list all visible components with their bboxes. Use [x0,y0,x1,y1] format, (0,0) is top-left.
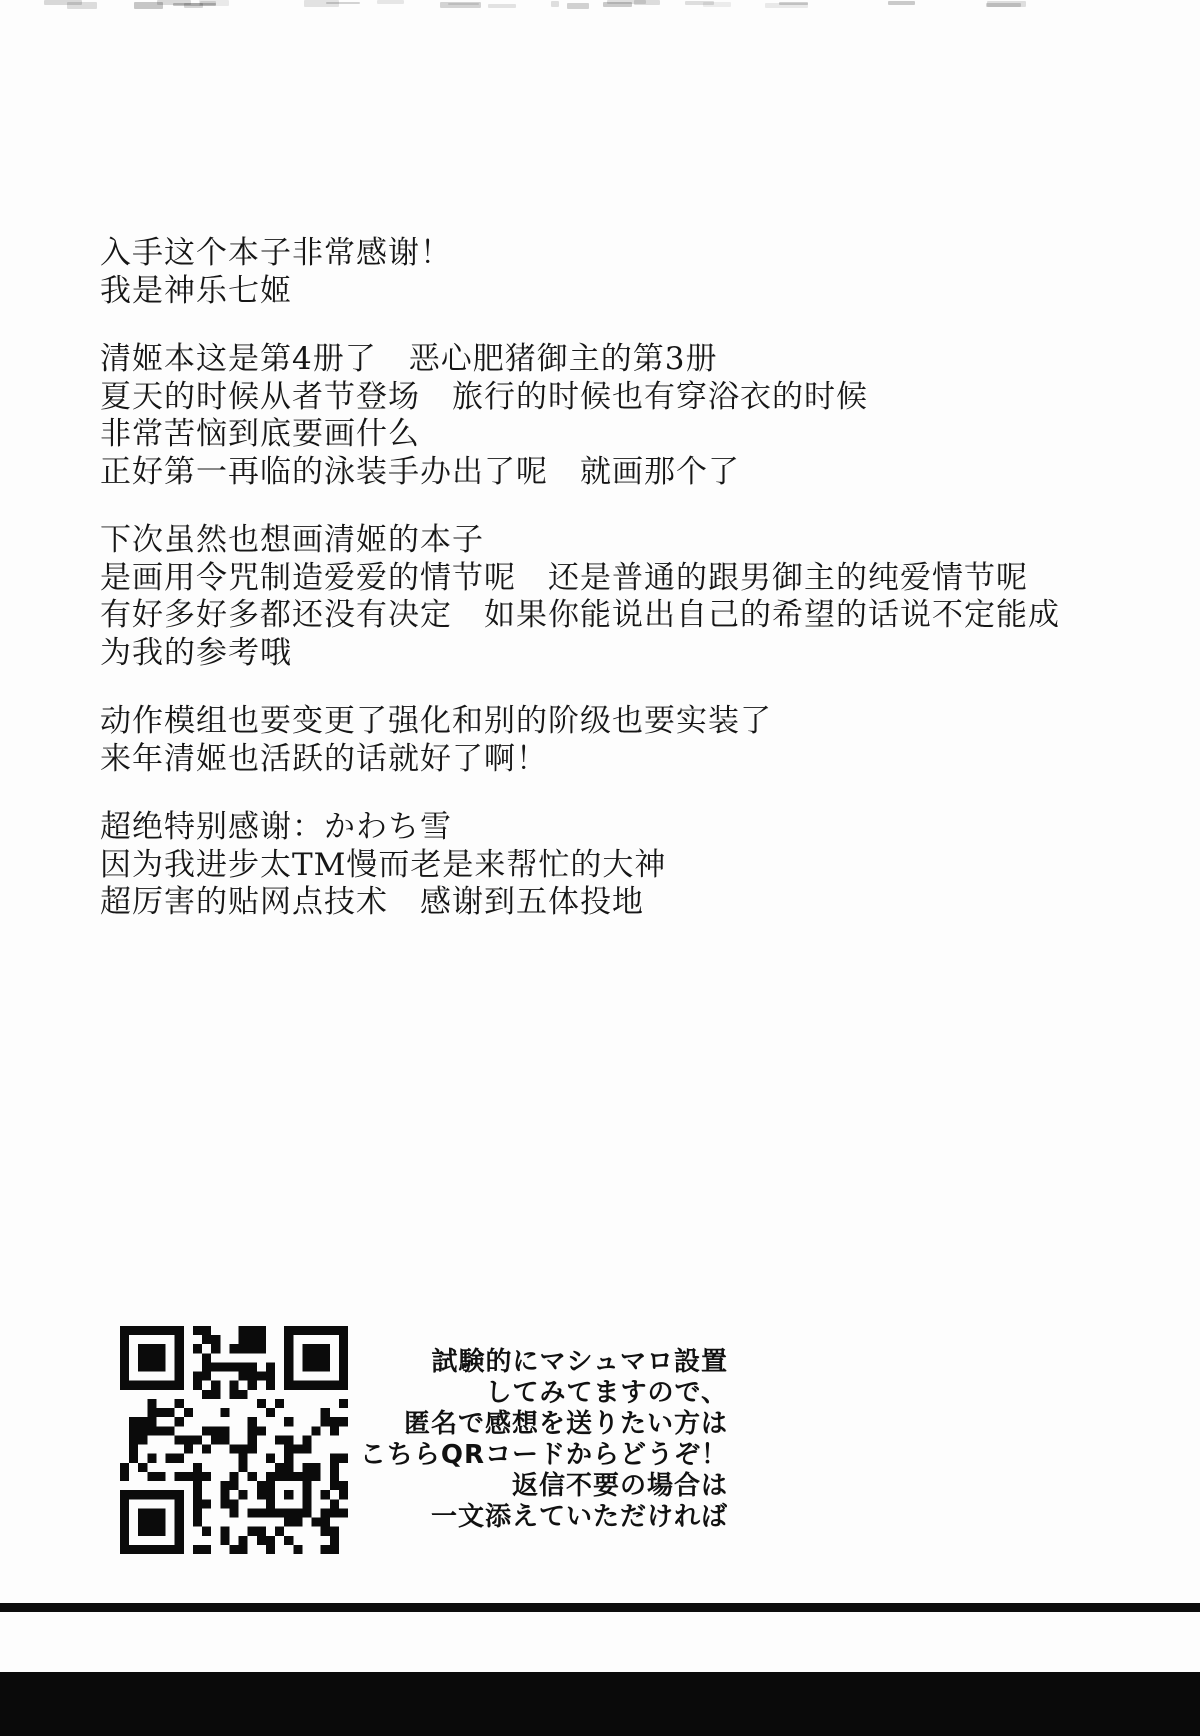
text-line: 非常苦恼到底要画什么 [100,416,420,452]
scan-artifact [779,2,809,5]
text-line: 动作模组也要变更了强化和别的阶级也要实装了 [100,703,772,739]
horizontal-rule [0,1603,1200,1612]
text-line: 有好多好多都还没有决定 如果你能说出自己的希望的话说不定能成 [100,597,1060,633]
text-line: 来年清姬也活跃的话就好了啊！ [100,740,548,777]
scan-artifact [551,1,559,7]
scan-artifact [607,0,646,4]
text-line: こちらQRコードからどうぞ！ [359,1440,728,1470]
afterword-paragraph [100,703,1160,778]
scan-artifact [173,3,216,7]
afterword-paragraph [100,341,1160,491]
text-line: 返信不要の場合は [511,1471,728,1501]
afterword-text [100,235,1160,953]
scan-artifact [67,2,97,9]
scan-artifact [488,4,516,8]
text-line: 下次虽然也想画清姬的本子 [100,522,484,558]
text-line: 匿名で感想を送りたい方は [403,1409,728,1439]
scan-artifact [888,1,915,5]
scan-artifact [134,2,164,8]
afterword-paragraph [100,809,1160,922]
text-line: 正好第一再临的泳装手办出了呢 就画那个了 [100,453,740,490]
text-line: してみてますので、 [485,1378,728,1408]
scan-artifact [987,1,1025,7]
scan-artifact [703,2,731,6]
marshmallow-note [108,1347,728,1533]
text-line: 因为我进步太TM慢而老是来帮忙的大神 [100,846,667,883]
text-line: 一文添えていただければ [430,1502,728,1532]
bottom-black-bar [0,1672,1200,1736]
scan-artifact [567,3,589,8]
scan-artifact [377,0,404,4]
text-line: 試験的にマシュマロ設置 [431,1347,728,1377]
text-line: 清姬本这是第4册了 恶心肥猪御主的第3册 [100,341,718,377]
afterword-paragraph [100,235,1160,310]
text-line: 入手这个本子非常感谢！ [100,235,452,271]
text-line: 是画用令咒制造爱爱的情节呢 还是普通的跟男御主的纯爱情节呢 [100,559,1028,596]
scan-artifact-strip [0,0,1200,12]
text-line: 夏天的时候从者节登场 旅行的时候也有穿浴衣的时候 [100,378,868,415]
text-line: 我是神乐七姬 [100,272,292,309]
text-line: 超厉害的贴网点技术 感谢到五体投地 [100,884,644,920]
text-line: 超绝特别感谢：かわち雪 [100,809,452,845]
text-line: 为我的参考哦 [100,634,292,671]
afterword-paragraph [100,522,1160,672]
